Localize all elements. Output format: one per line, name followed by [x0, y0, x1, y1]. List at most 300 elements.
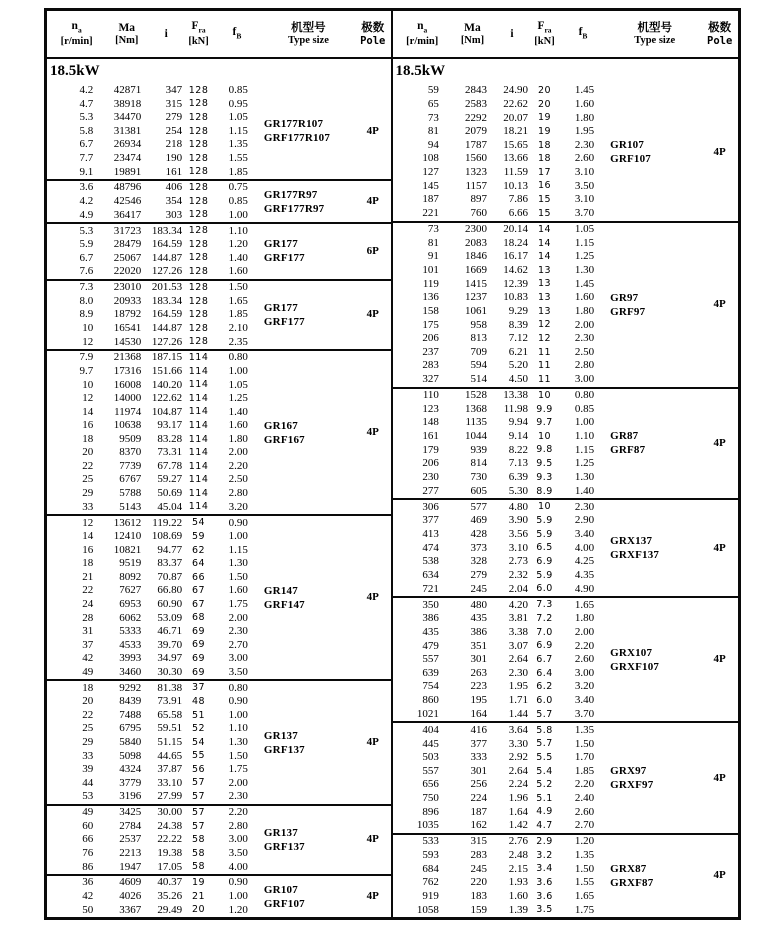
cell-na: 479 [422, 639, 439, 652]
cell-i: 127.26 [151, 265, 183, 278]
table-row [393, 722, 739, 737]
cell-i: 7.13 [508, 457, 529, 470]
cell-fra: 19 [537, 112, 552, 124]
header-stack [355, 11, 391, 57]
cell-na: 1021 [416, 707, 439, 720]
cell-ma: 939 [470, 443, 488, 456]
cell-fra: 114 [188, 352, 209, 364]
cell-i: 73.31 [157, 446, 183, 459]
cell-na: 18 [82, 681, 94, 694]
cell-fra: 128 [188, 84, 209, 96]
cell-fb: 1.65 [574, 598, 595, 611]
cell-na: 148 [422, 416, 439, 429]
cell-na: 28 [82, 611, 94, 624]
cell-ma: 3425 [119, 806, 142, 819]
cell-fra: 7.0 [536, 626, 553, 638]
cell-ma: 14000 [113, 392, 142, 405]
cell-fra: 128 [188, 238, 209, 250]
model-block [393, 597, 739, 722]
pole-cell: 6P [366, 244, 379, 257]
cell-na: 684 [422, 862, 439, 875]
type-size-line: GR167 [263, 419, 298, 432]
cell-ma: 14530 [113, 335, 142, 348]
cell-ma: 1044 [465, 430, 488, 443]
cell-ma: 9292 [119, 681, 142, 694]
header-stack [701, 11, 738, 57]
cell-ma: 6953 [119, 597, 142, 610]
cell-fb: 1.15 [228, 543, 248, 556]
pole-cell: 4P [366, 890, 379, 903]
cell-fb: 2.70 [228, 638, 248, 651]
cell-na: 29 [82, 487, 94, 500]
cell-ma: 1415 [465, 277, 488, 290]
cell-fb: 2.80 [228, 819, 248, 832]
header-unit-label: Type size [634, 34, 676, 46]
cell-ma: 26934 [113, 138, 142, 151]
type-size-cell [262, 680, 355, 804]
cell-i: 2.04 [508, 582, 529, 595]
cell-i: 8.39 [508, 318, 529, 331]
cell-i: 7.86 [508, 193, 529, 206]
cell-fra: 6.7 [536, 653, 553, 665]
cell-na: 25 [82, 473, 94, 486]
cell-na: 25 [82, 722, 94, 735]
cell-i: 2.32 [508, 568, 529, 581]
cell-fb: 3.20 [228, 500, 248, 513]
cell-fb: 2.30 [574, 138, 595, 151]
cell-ma: 159 [470, 903, 488, 916]
cell-ma: 514 [470, 373, 488, 386]
cell-fra: 54 [192, 517, 206, 529]
cell-fra: 6.0 [536, 583, 553, 595]
cell-fb: 3.50 [574, 179, 595, 192]
cell-na: 593 [422, 849, 439, 862]
cell-fra: 15 [537, 207, 552, 219]
column-header-na [47, 11, 106, 58]
header-symbol: n [417, 19, 424, 32]
cell-na: 31 [82, 625, 94, 638]
cell-ma: 813 [470, 332, 488, 345]
cell-ma: 31381 [113, 124, 142, 137]
cell-na: 7.6 [79, 265, 94, 278]
cell-i: 1.93 [508, 876, 529, 889]
power-rating-label: 18.5kW [395, 63, 446, 79]
cell-ma: 7739 [119, 459, 142, 472]
cell-i: 40.37 [157, 876, 183, 889]
header-main-label [510, 28, 513, 41]
cell-fb: 1.25 [574, 250, 595, 263]
cell-na: 42 [82, 652, 94, 665]
cell-fra: 3.6 [536, 877, 553, 889]
header-symbol: 机型号 [291, 21, 326, 34]
cell-ma: 283 [470, 849, 488, 862]
cell-i: 6.39 [508, 470, 529, 483]
cell-fra: 37 [192, 682, 206, 694]
type-size-line: GRF177R107 [263, 132, 331, 145]
cell-fb: 1.50 [574, 737, 595, 750]
table-row [47, 680, 392, 695]
cell-i: 44.65 [157, 749, 183, 762]
cell-na: 10 [82, 321, 94, 334]
model-block [47, 84, 392, 180]
cell-na: 91 [427, 250, 439, 263]
cell-i: 60.90 [157, 597, 183, 610]
header-unit-label: [kN] [534, 36, 555, 48]
type-size-line: GRX107 [610, 646, 653, 659]
cell-i: 15.65 [503, 138, 529, 151]
cell-i: 2.48 [508, 849, 529, 862]
type-size-line: GRXF137 [610, 549, 660, 562]
cell-ma: 224 [470, 792, 488, 805]
cell-ma: 16008 [113, 378, 142, 391]
cell-na: 538 [422, 555, 439, 568]
cell-i: 108.69 [151, 530, 183, 543]
cell-i: 22.22 [157, 833, 183, 846]
cell-fra: 9.8 [536, 444, 553, 456]
cell-fb: 0.85 [228, 84, 248, 97]
cell-ma: 3460 [119, 665, 142, 678]
cell-i: 2.24 [508, 778, 529, 791]
cell-na: 123 [422, 402, 439, 415]
cell-fb: 2.80 [228, 487, 248, 500]
column-header-type [608, 11, 701, 58]
cell-ma: 5333 [119, 625, 142, 638]
cell-na: 445 [422, 737, 439, 750]
cell-i: 94.77 [157, 543, 183, 556]
header-symbol: 机型号 [637, 21, 672, 34]
cell-ma: 1368 [465, 402, 488, 415]
cell-ma: 183 [470, 890, 488, 902]
type-size-line: GR87 [610, 430, 639, 443]
header-unit-label: Type size [287, 34, 329, 46]
cell-fb: 4.00 [574, 541, 595, 554]
cell-na: 750 [422, 792, 439, 805]
cell-fb: 4.90 [574, 582, 595, 595]
cell-i: 104.87 [151, 405, 183, 418]
cell-ma: 256 [470, 778, 488, 791]
cell-na: 179 [422, 443, 439, 456]
header-main-label [233, 26, 242, 42]
cell-fb: 0.80 [228, 351, 248, 364]
cell-fra: 128 [188, 322, 209, 334]
cell-fra: 128 [188, 98, 209, 110]
cell-ma: 577 [470, 500, 488, 513]
header-main-label [291, 22, 326, 35]
cell-ma: 34470 [113, 111, 142, 124]
cell-ma: 1947 [119, 860, 142, 873]
cell-na: 7.9 [79, 351, 94, 364]
cell-na: 127 [422, 166, 439, 179]
cell-ma: 5840 [119, 736, 142, 749]
cell-fb: 2.80 [574, 359, 595, 372]
cell-fra: 13 [537, 292, 552, 304]
header-main-label [361, 22, 384, 35]
cell-ma: 4324 [119, 763, 142, 776]
cell-i: 50.69 [157, 487, 183, 500]
cell-ma: 8092 [119, 570, 142, 583]
cell-na: 60 [82, 819, 94, 832]
cell-fb: 2.20 [228, 806, 248, 819]
cell-i: 164.59 [151, 238, 183, 251]
cell-fra: 114 [188, 379, 209, 391]
cell-na: 1058 [416, 903, 439, 916]
cell-fra: 5.7 [536, 708, 553, 720]
cell-fb: 4.35 [574, 568, 595, 581]
cell-ma: 7627 [119, 584, 142, 597]
cell-fra: 69 [192, 625, 206, 637]
rating-table [44, 8, 741, 920]
cell-ma: 9509 [119, 432, 142, 445]
cell-fb: 1.35 [228, 138, 248, 151]
cell-i: 17.05 [157, 860, 183, 873]
cell-na: 9.7 [79, 365, 94, 378]
type-size-cell [262, 280, 355, 350]
type-size-line: GR137 [263, 826, 298, 839]
cell-fra: 58 [192, 834, 206, 846]
cell-na: 896 [422, 805, 439, 818]
cell-na: 94 [427, 138, 439, 151]
cell-fb: 1.10 [574, 430, 595, 443]
cell-i: 30.00 [157, 806, 183, 819]
header-stack [212, 11, 262, 57]
cell-fb: 1.50 [574, 862, 595, 875]
cell-fra: 69 [192, 652, 206, 664]
pole-cell: 4P [366, 124, 379, 137]
type-size-line: GR107 [610, 139, 645, 152]
model-block [47, 680, 392, 804]
cell-i: 20.14 [503, 223, 529, 236]
cell-ma: 428 [470, 528, 488, 541]
cell-na: 81 [427, 125, 439, 138]
cell-fra: 13 [537, 264, 552, 276]
cell-na: 9.1 [79, 165, 94, 178]
cell-fb: 1.30 [574, 470, 595, 483]
cell-fb: 1.05 [228, 378, 248, 391]
cell-ma: 25067 [113, 251, 142, 264]
cell-fra: 20 [537, 98, 552, 110]
cell-fra: 6.0 [536, 694, 553, 706]
cell-fra: 128 [188, 309, 209, 321]
cell-ma: 301 [470, 764, 488, 777]
header-stack [493, 11, 531, 57]
cell-fra: 3.2 [536, 849, 553, 861]
cell-ma: 21368 [113, 351, 142, 364]
model-block [47, 350, 392, 515]
cell-i: 127.26 [151, 335, 183, 348]
cell-i: 66.80 [157, 584, 183, 597]
cell-i: 201.53 [151, 281, 183, 294]
cell-fb: 1.60 [574, 291, 595, 304]
cell-ma: 31723 [113, 224, 142, 237]
cell-fb: 1.25 [228, 392, 248, 405]
cell-fb: 1.25 [574, 457, 595, 470]
cell-na: 175 [422, 318, 439, 331]
type-size-line: GRF177R97 [263, 202, 325, 215]
header-main-label [118, 22, 135, 35]
type-size-line: GRF107 [263, 897, 305, 910]
cell-na: 754 [422, 680, 439, 693]
cell-fb: 1.65 [574, 890, 595, 902]
cell-i: 218 [165, 138, 183, 151]
cell-fra: 114 [188, 487, 209, 499]
cell-fra: 68 [192, 612, 206, 624]
cell-na: 762 [422, 876, 439, 889]
cell-na: 21 [82, 570, 94, 583]
header-unit-label: [Nm] [115, 34, 139, 46]
cell-ma: 5098 [119, 749, 142, 762]
cell-i: 19.38 [157, 846, 183, 859]
cell-fra: 128 [188, 195, 209, 207]
cell-fb: 1.05 [228, 111, 248, 124]
cell-fra: 114 [188, 447, 209, 459]
cell-fb: 2.00 [228, 446, 248, 459]
cell-i: 3.07 [508, 639, 529, 652]
cell-fra: 54 [192, 736, 206, 748]
cell-ma: 13612 [113, 516, 142, 529]
cell-na: 20 [82, 695, 94, 708]
type-size-line: GRX137 [610, 535, 653, 548]
cell-i: 4.50 [508, 373, 529, 386]
cell-fb: 1.60 [574, 97, 595, 110]
cell-i: 2.73 [508, 555, 529, 568]
cell-i: 5.20 [508, 359, 529, 372]
cell-fb: 4.00 [228, 860, 248, 873]
cell-ma: 42871 [113, 84, 142, 97]
cell-fb: 1.75 [574, 903, 595, 916]
cell-fb: 2.30 [574, 500, 595, 513]
pole-cell: 4P [713, 869, 726, 882]
cell-na: 22 [82, 708, 94, 721]
cell-fra: 21 [192, 890, 206, 902]
cell-fb: 1.30 [228, 736, 248, 749]
cell-ma: 162 [470, 819, 488, 832]
cell-fra: 56 [192, 763, 206, 775]
type-size-line: GR147 [263, 584, 298, 597]
cell-fb: 0.75 [228, 181, 248, 194]
cell-na: 435 [422, 625, 439, 638]
cell-ma: 5788 [119, 487, 142, 500]
cell-na: 4.2 [79, 84, 94, 97]
cell-na: 33 [82, 500, 94, 513]
cell-fra: 12 [537, 332, 552, 344]
column-header-fra [185, 11, 212, 58]
cell-fra: 5.8 [536, 724, 553, 736]
cell-na: 1035 [416, 819, 439, 832]
pole-cell: 4P [713, 145, 726, 158]
cell-fb: 1.55 [574, 876, 595, 889]
cell-ma: 301 [470, 653, 488, 666]
cell-ma: 7488 [119, 708, 142, 721]
cell-fb: 1.60 [228, 584, 248, 597]
cell-fra: 114 [188, 420, 209, 432]
model-block [393, 84, 739, 222]
header-stack [393, 11, 452, 57]
cell-fra: 59 [192, 530, 206, 542]
cell-i: 11.59 [503, 166, 529, 179]
cell-fra: 51 [192, 709, 206, 721]
cell-fb: 1.10 [228, 224, 248, 237]
cell-na: 145 [422, 179, 439, 192]
cell-i: 4.20 [508, 598, 529, 611]
cell-i: 14.62 [503, 264, 529, 277]
model-block [393, 222, 739, 388]
power-row [393, 58, 739, 84]
cell-na: 860 [422, 694, 439, 707]
cell-ma: 1560 [465, 152, 488, 165]
cell-fb: 1.50 [228, 281, 248, 294]
cell-fra: 128 [188, 139, 209, 151]
header-stack [452, 11, 493, 57]
cell-ma: 814 [470, 457, 488, 470]
cell-ma: 22020 [113, 265, 142, 278]
cell-ma: 3196 [119, 790, 142, 803]
cell-fb: 2.50 [574, 345, 595, 358]
cell-na: 22 [82, 584, 94, 597]
header-symbol: F [191, 19, 199, 32]
cell-na: 161 [422, 430, 439, 443]
cell-fb: 2.90 [574, 514, 595, 527]
cell-ma: 10638 [113, 419, 142, 432]
cell-na: 4.2 [79, 195, 94, 208]
cell-i: 13.66 [503, 152, 529, 165]
cell-i: 190 [165, 151, 183, 164]
cell-fra: 5.7 [536, 738, 553, 750]
cell-na: 283 [422, 359, 439, 372]
cell-fb: 1.35 [574, 849, 595, 862]
cell-fra: 128 [188, 152, 209, 164]
pole-cell: 4P [713, 653, 726, 666]
header-unit-label: [r/min] [406, 36, 439, 48]
cell-fb: 4.25 [574, 555, 595, 568]
cell-na: 187 [422, 193, 439, 206]
cell-na: 65 [427, 97, 439, 110]
cell-fb: 1.40 [228, 251, 248, 264]
cell-ma: 333 [470, 751, 488, 764]
cell-i: 13.38 [503, 389, 529, 402]
cell-fb: 3.00 [574, 373, 595, 386]
cell-ma: 38918 [113, 97, 142, 110]
cell-na: 919 [422, 890, 439, 902]
cell-fra: 14 [537, 223, 552, 235]
model-block [47, 875, 392, 917]
cell-i: 2.76 [508, 835, 529, 848]
cell-i: 83.37 [157, 557, 183, 570]
cell-fb: 2.60 [574, 653, 595, 666]
cell-ma: 480 [470, 598, 488, 611]
cell-ma: 709 [470, 345, 488, 358]
cell-ma: 2583 [465, 97, 488, 110]
cell-ma: 245 [470, 862, 488, 875]
cell-na: 5.3 [79, 111, 94, 124]
cell-i: 1.39 [508, 903, 529, 916]
cell-na: 6.7 [79, 251, 94, 264]
cell-fra: 13 [537, 278, 552, 290]
cell-fra: 114 [188, 501, 209, 513]
cell-fra: 62 [192, 544, 206, 556]
header-main-label [637, 22, 672, 35]
header-stack [558, 11, 608, 57]
cell-na: 503 [422, 751, 439, 764]
cell-i: 1.60 [508, 890, 529, 902]
cell-i: 1.71 [508, 694, 529, 707]
cell-i: 183.34 [151, 224, 183, 237]
table-row [47, 805, 392, 820]
cell-fb: 0.85 [228, 195, 248, 208]
cell-ma: 8370 [119, 446, 142, 459]
cell-fra: 58 [192, 861, 206, 873]
cell-fb: 1.15 [574, 236, 595, 249]
cell-fb: 1.00 [228, 208, 248, 221]
